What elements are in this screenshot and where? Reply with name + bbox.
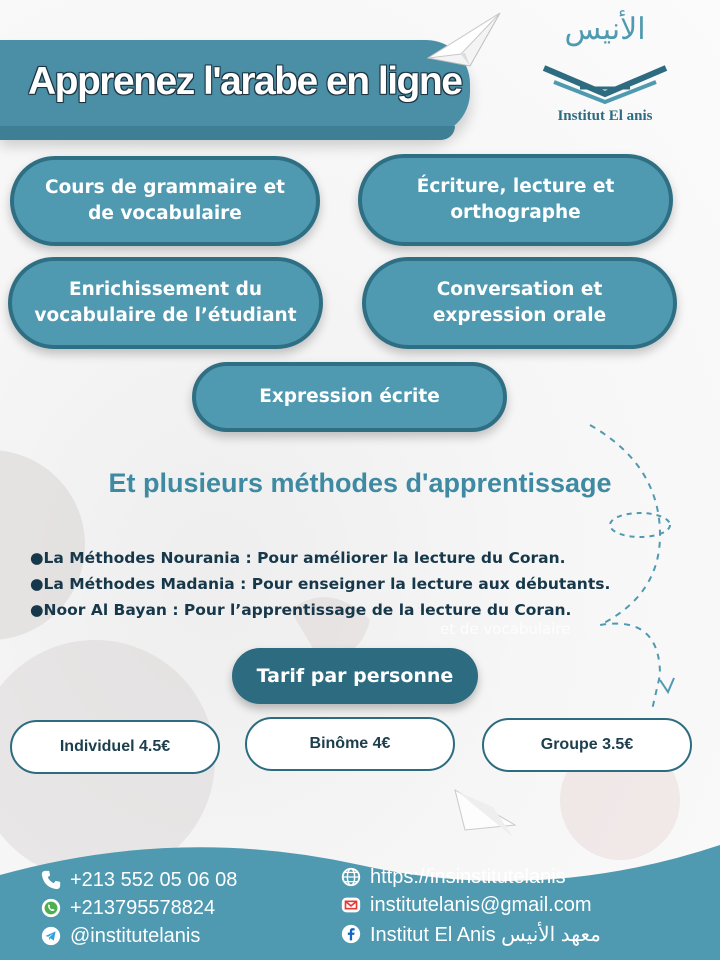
open-book-icon xyxy=(540,58,670,106)
contact-website[interactable] xyxy=(340,863,566,891)
telegram-icon xyxy=(40,925,62,947)
course-vocabulary-enrichment: Enrichissement du vocabulaire de l’étudiant xyxy=(8,257,323,349)
faded-background-text: et de vocabulaire xyxy=(440,620,571,638)
whatsapp-number: +213795578824 xyxy=(70,896,216,919)
list-item: ●Noor Al Bayan : Pour l’apprentissage de la lecture du Coran. xyxy=(30,601,572,619)
whatsapp-icon xyxy=(40,897,62,919)
list-item: ●La Méthodes Madania : Pour enseigner la lecture aux débutants. xyxy=(30,575,611,593)
facebook-icon xyxy=(340,923,362,945)
course-written-expression: Expression écrite xyxy=(192,362,507,432)
logo-arabic-text: الأنيس xyxy=(564,12,646,47)
course-writing-reading: Écriture, lecture et orthographe xyxy=(358,154,673,246)
title-banner-strip xyxy=(0,126,455,140)
list-item: ●La Méthodes Nourania : Pour améliorer la lecture du Coran. xyxy=(30,549,566,567)
logo-text: Institut El anis xyxy=(557,108,653,124)
price-individual: Individuel 4.5€ xyxy=(10,720,220,774)
page-title: Apprenez l'arabe en ligne xyxy=(28,60,462,103)
website-url: https://insinstitutelanis xyxy=(370,865,566,888)
contact-telegram[interactable] xyxy=(40,922,200,950)
contact-phone[interactable] xyxy=(40,866,237,894)
telegram-handle: @institutelanis xyxy=(70,924,201,947)
phone-icon xyxy=(40,869,62,891)
methods-heading: Et plusieurs méthodes d'apprentissage xyxy=(108,468,612,498)
email-address: institutelanis@gmail.com xyxy=(370,893,592,916)
contact-facebook[interactable] xyxy=(340,920,601,948)
facebook-page: Institut El Anis معهد الأنيس xyxy=(370,923,601,946)
course-grammar-vocabulary: Cours de grammaire et de vocabulaire xyxy=(10,156,320,246)
phone-number: +213 552 05 06 08 xyxy=(70,868,238,891)
globe-icon xyxy=(340,866,362,888)
tarif-heading: Tarif par personne xyxy=(232,648,478,704)
email-icon xyxy=(340,894,362,916)
institute-logo xyxy=(535,8,675,133)
contact-whatsapp[interactable] xyxy=(40,894,215,922)
contact-email[interactable] xyxy=(340,891,592,919)
course-conversation: Conversation et expression orale xyxy=(362,257,677,349)
methods-list xyxy=(30,545,720,623)
paper-plane-icon xyxy=(425,8,505,70)
price-binome: Binôme 4€ xyxy=(245,717,455,771)
price-group: Groupe 3.5€ xyxy=(482,718,692,772)
